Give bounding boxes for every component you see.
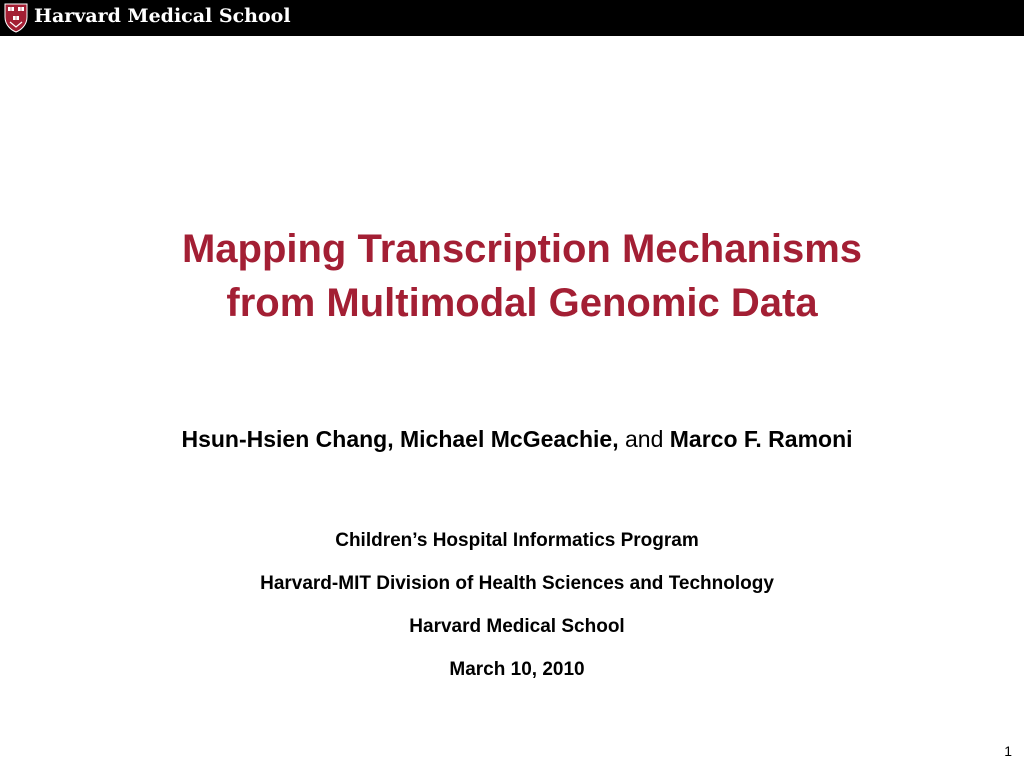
presentation-date: March 10, 2010 bbox=[449, 659, 585, 680]
header-bar bbox=[0, 0, 1024, 36]
affiliation-program: Children’s Hospital Informatics Program bbox=[335, 530, 699, 551]
page-number: 1 bbox=[1004, 743, 1012, 759]
affiliation-division: Harvard-MIT Division of Health Sciences and Technology bbox=[260, 573, 774, 594]
harvard-shield-icon bbox=[4, 3, 28, 33]
school-name: Harvard Medical School bbox=[34, 5, 291, 27]
title-line-1: Mapping Transcription Mechanisms bbox=[181, 227, 863, 271]
author-conjunction: and bbox=[618, 426, 670, 452]
title-line-2: from Multimodal Genomic Data bbox=[226, 281, 818, 325]
author-names-2: Marco F. Ramoni bbox=[669, 426, 853, 452]
slide-title bbox=[20, 222, 1024, 330]
affiliation-school: Harvard Medical School bbox=[409, 616, 625, 637]
author-names-1: Hsun-Hsien Chang, Michael McGeachie, bbox=[181, 426, 619, 452]
affiliations bbox=[10, 519, 1024, 691]
authors-line bbox=[10, 421, 1024, 457]
